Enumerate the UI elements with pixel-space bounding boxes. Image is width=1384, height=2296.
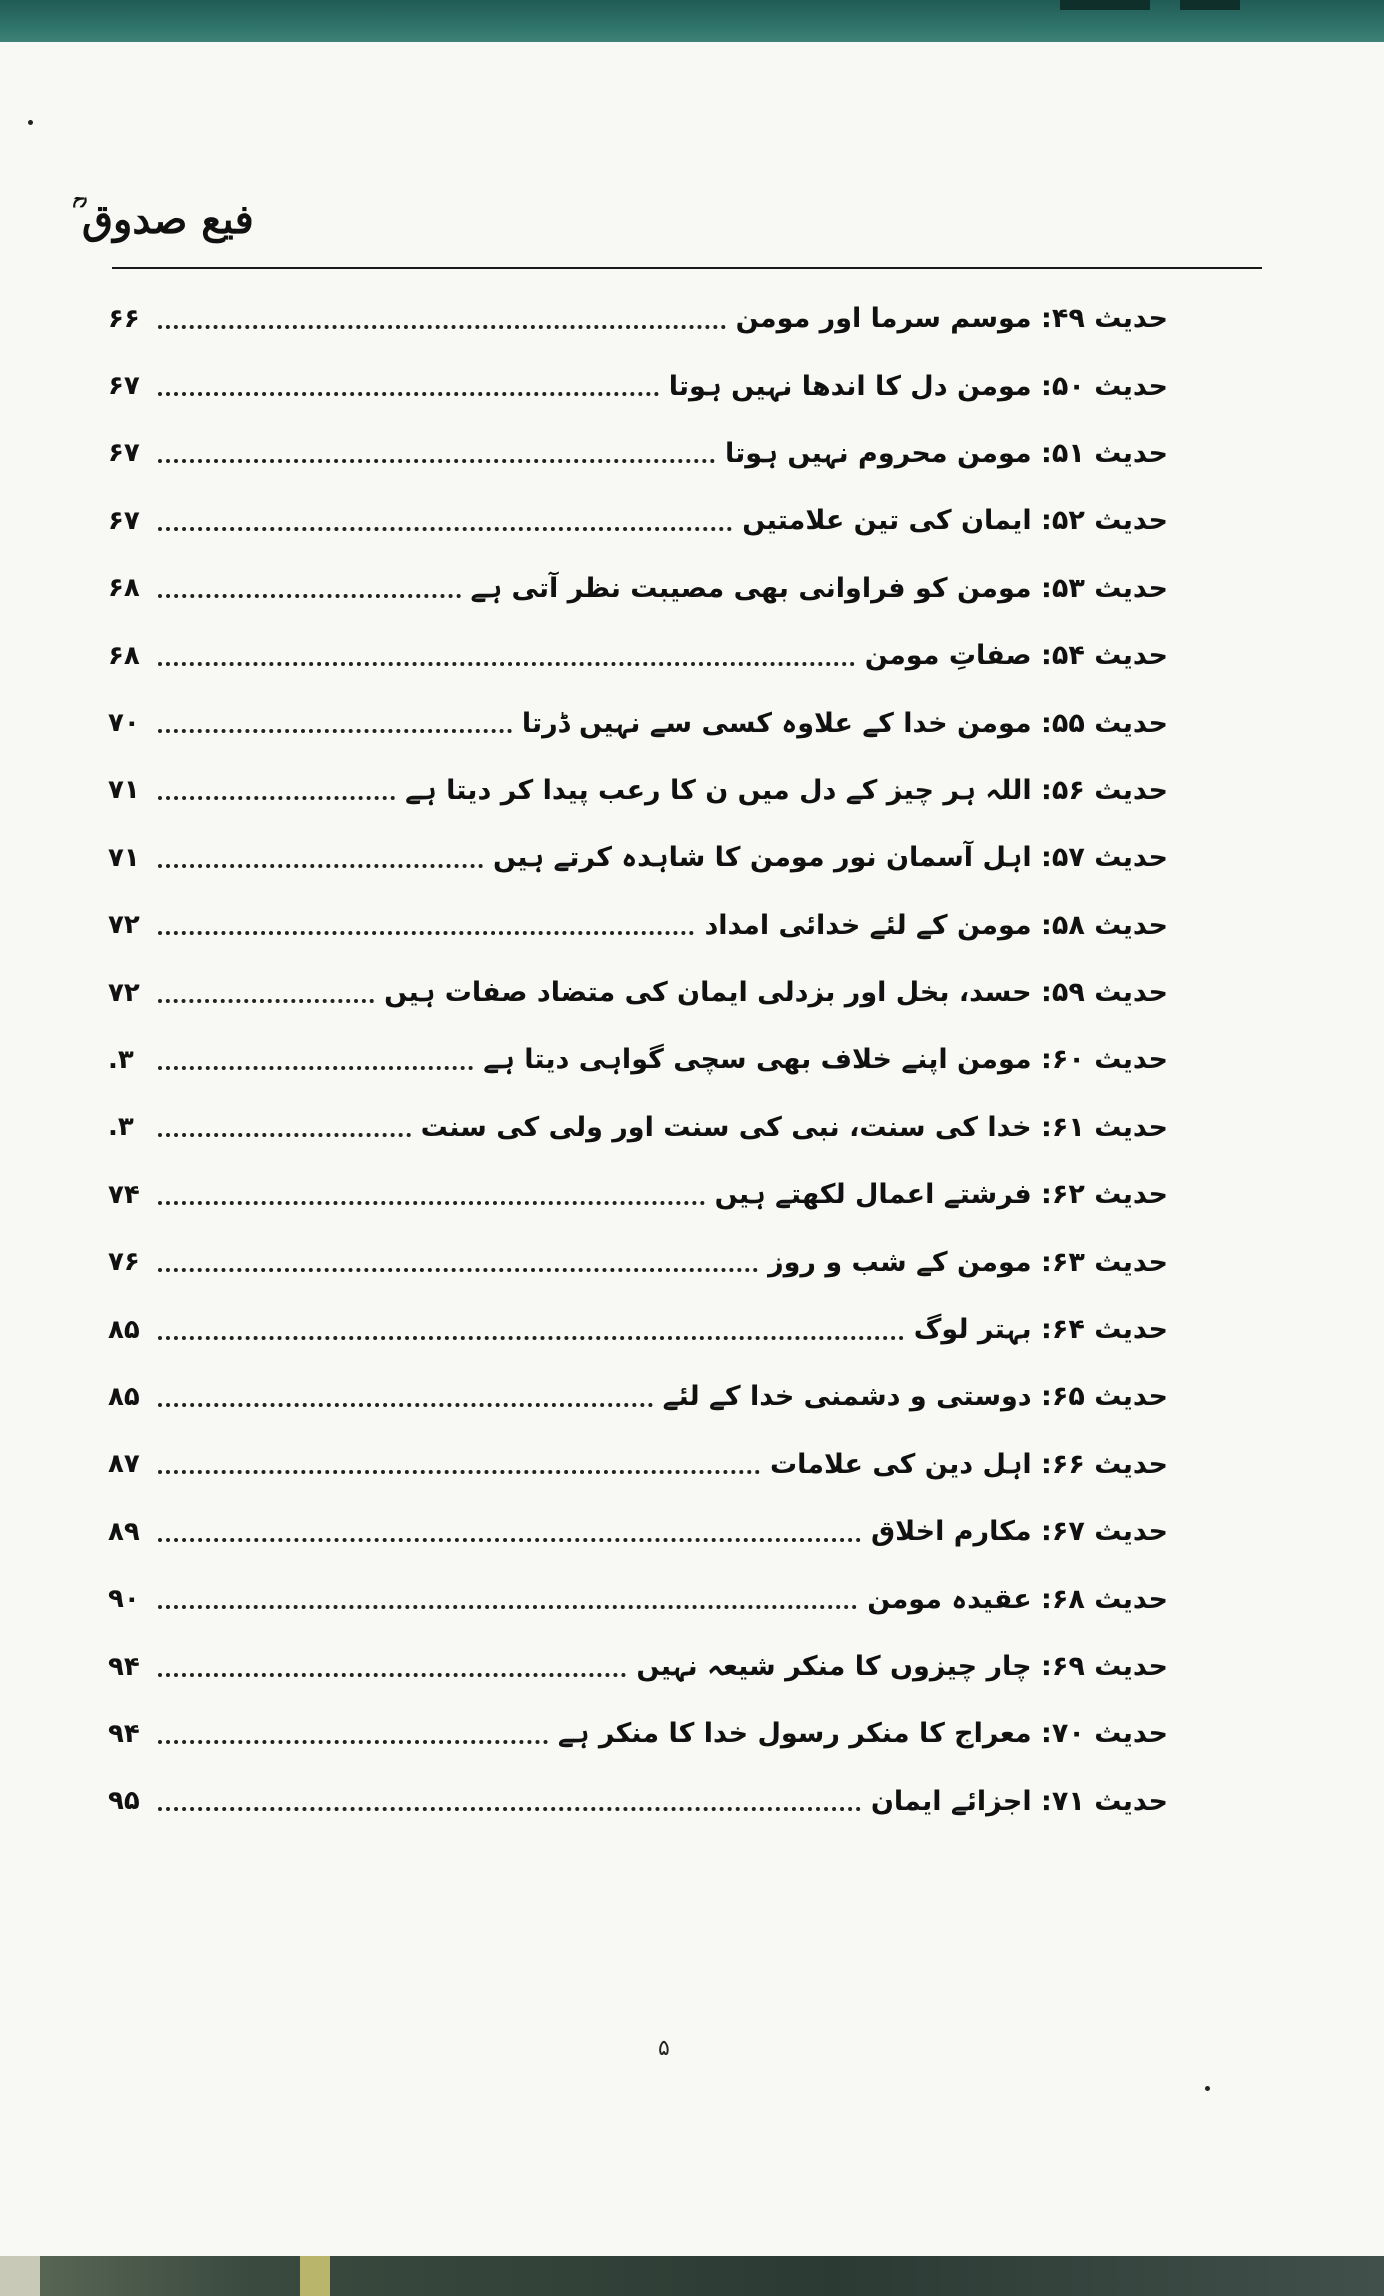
toc-entry bbox=[108, 1633, 1168, 1700]
toc-entry-title: حدیث ۷۰: معراج کا منکر رسول خدا کا منکر ہے bbox=[557, 1718, 1168, 1750]
toc-entry-title: حدیث ۵۶: اللہ ہر چیز کے دل میں ن کا رعب پیدا کر دیتا ہے bbox=[405, 774, 1168, 806]
toc-entry-page: ۶۸ bbox=[108, 573, 140, 604]
dot-leader bbox=[158, 794, 395, 800]
toc-entry-page: ۸۵ bbox=[108, 1381, 140, 1412]
toc-entry bbox=[108, 487, 1168, 554]
toc-entry-title: حدیث ۶۵: دوستی و دشمنی خدا کے لئے bbox=[662, 1381, 1168, 1413]
toc-entry bbox=[108, 757, 1168, 824]
bottom-scan-border bbox=[0, 2256, 1384, 2296]
toc-entry bbox=[108, 1026, 1168, 1093]
toc-entry-page: ۸۹ bbox=[108, 1516, 140, 1547]
toc-entry-page: ۷۴ bbox=[108, 1179, 140, 1210]
toc-entry-page: ۸۵ bbox=[108, 1314, 140, 1345]
dot-leader bbox=[158, 929, 694, 935]
toc-entry-title: حدیث ۶۲: فرشتے اعمال لکھتے ہیں bbox=[714, 1179, 1168, 1211]
toc-entry bbox=[108, 824, 1168, 891]
toc-entry-page: ۶۷ bbox=[108, 371, 140, 402]
speck bbox=[1205, 2086, 1210, 2091]
toc-entry-page: ۶۷ bbox=[108, 438, 140, 469]
top-scan-border bbox=[0, 0, 1384, 44]
toc-entry-page: ۳. bbox=[108, 1044, 134, 1075]
toc-entry-title: حدیث ۵۵: مومن خدا کے علاوہ کسی سے نہیں ڈرتا bbox=[521, 707, 1168, 739]
toc-entry-page: ۷۲ bbox=[108, 977, 140, 1008]
toc-entry-page: ۶۸ bbox=[108, 640, 140, 671]
toc-entry-title: حدیث ۶۴: بہتر لوگ bbox=[913, 1314, 1168, 1346]
toc-entry-page: ۶۶ bbox=[108, 303, 140, 334]
toc-entry bbox=[108, 1228, 1168, 1295]
dot-leader bbox=[158, 1401, 653, 1407]
toc-entry-page: ۷۲ bbox=[108, 910, 140, 941]
toc-entry-title: حدیث ۶۰: مومن اپنے خلاف بھی سچی گواہی دیتا ہے bbox=[483, 1044, 1168, 1076]
toc-entry-title: حدیث ۵۷: اہل آسمان نور مومن کا شاہدہ کرتے ہیں bbox=[492, 842, 1168, 874]
toc-entry bbox=[108, 420, 1168, 487]
toc-entry-title: حدیث ۴۹: موسم سرما اور مومن bbox=[735, 303, 1168, 335]
table-of-contents bbox=[108, 285, 1168, 1835]
dot-leader bbox=[158, 1468, 760, 1474]
toc-entry-title: حدیث ۵۲: ایمان کی تین علامتیں bbox=[742, 505, 1168, 537]
toc-entry-title: حدیث ۵۳: مومن کو فراوانی بھی مصیبت نظر آتی ہے bbox=[470, 572, 1168, 604]
dot-leader bbox=[158, 457, 715, 463]
dot-leader bbox=[158, 1536, 861, 1542]
toc-entry-page: ۶۷ bbox=[108, 505, 140, 536]
toc-entry-title: حدیث ۵۹: حسد، بخل اور بزدلی ایمان کی متضاد صفات ہیں bbox=[384, 977, 1168, 1009]
dot-leader bbox=[158, 1064, 473, 1070]
toc-entry-page: ۸۷ bbox=[108, 1449, 140, 1480]
dot-leader bbox=[158, 525, 732, 531]
page-number: ۵ bbox=[658, 2036, 670, 2061]
dot-leader bbox=[158, 1131, 411, 1137]
toc-entry-title: حدیث ۶۶: اہل دین کی علامات bbox=[770, 1448, 1168, 1480]
dot-leader bbox=[158, 1334, 904, 1340]
toc-entry-title: حدیث ۶۳: مومن کے شب و روز bbox=[768, 1246, 1168, 1278]
dot-leader bbox=[158, 1671, 626, 1677]
book-title: فیع صدوق ؒ bbox=[72, 196, 254, 243]
toc-entry-page: ۹۰ bbox=[108, 1584, 140, 1615]
toc-entry bbox=[108, 1498, 1168, 1565]
dot-leader bbox=[158, 997, 374, 1003]
dot-leader bbox=[158, 1738, 548, 1744]
toc-entry bbox=[108, 1700, 1168, 1767]
dot-leader bbox=[158, 727, 512, 733]
toc-entry-page: ۳. bbox=[108, 1112, 134, 1143]
toc-entry-page: ۷۶ bbox=[108, 1247, 140, 1278]
dot-leader bbox=[158, 1805, 861, 1811]
toc-entry-page: ۷۱ bbox=[108, 775, 140, 806]
toc-entry-page: ۹۵ bbox=[108, 1786, 140, 1817]
header-rule bbox=[112, 267, 1262, 269]
toc-entry bbox=[108, 1431, 1168, 1498]
toc-entry-title: حدیث ۵۴: صفاتِ مومن bbox=[864, 640, 1168, 672]
toc-entry bbox=[108, 1565, 1168, 1632]
toc-entry bbox=[108, 959, 1168, 1026]
toc-entry bbox=[108, 1768, 1168, 1835]
toc-entry bbox=[108, 622, 1168, 689]
toc-entry bbox=[108, 1161, 1168, 1228]
toc-entry bbox=[108, 352, 1168, 419]
dot-leader bbox=[158, 1199, 705, 1205]
toc-entry-page: ۷۱ bbox=[108, 842, 140, 873]
toc-entry bbox=[108, 892, 1168, 959]
toc-entry bbox=[108, 1094, 1168, 1161]
toc-entry-title: حدیث ۶۹: چار چیزوں کا منکر شیعہ نہیں bbox=[636, 1651, 1168, 1682]
toc-entry bbox=[108, 1296, 1168, 1363]
dot-leader bbox=[158, 862, 483, 868]
speck bbox=[28, 120, 33, 125]
toc-entry-title: حدیث ۵۱: مومن محروم نہیں ہوتا bbox=[724, 437, 1168, 469]
dot-leader bbox=[158, 660, 855, 666]
toc-entry-page: ۹۴ bbox=[108, 1651, 140, 1682]
dot-leader bbox=[158, 592, 461, 598]
dot-leader bbox=[158, 1266, 758, 1272]
toc-entry-title: حدیث ۵۸: مومن کے لئے خدائی امداد bbox=[704, 909, 1168, 941]
toc-entry-title: حدیث ۶۱: خدا کی سنت، نبی کی سنت اور ولی کی سنت bbox=[420, 1111, 1168, 1143]
toc-entry bbox=[108, 555, 1168, 622]
toc-entry-page: ۹۴ bbox=[108, 1718, 140, 1749]
dot-leader bbox=[158, 1603, 857, 1609]
toc-entry-title: حدیث ۷۱: اجزائے ایمان bbox=[870, 1785, 1168, 1817]
dot-leader bbox=[158, 323, 726, 329]
toc-entry-title: حدیث ۵۰: مومن دل کا اندھا نہیں ہوتا bbox=[668, 370, 1168, 402]
toc-entry bbox=[108, 1363, 1168, 1430]
dot-leader bbox=[158, 390, 659, 396]
toc-entry-title: حدیث ۶۷: مکارم اخلاق bbox=[871, 1516, 1168, 1548]
toc-entry-page: ۷۰ bbox=[108, 708, 140, 739]
toc-entry bbox=[108, 285, 1168, 352]
toc-entry-title: حدیث ۶۸: عقیدہ مومن bbox=[867, 1583, 1168, 1615]
toc-entry bbox=[108, 689, 1168, 756]
